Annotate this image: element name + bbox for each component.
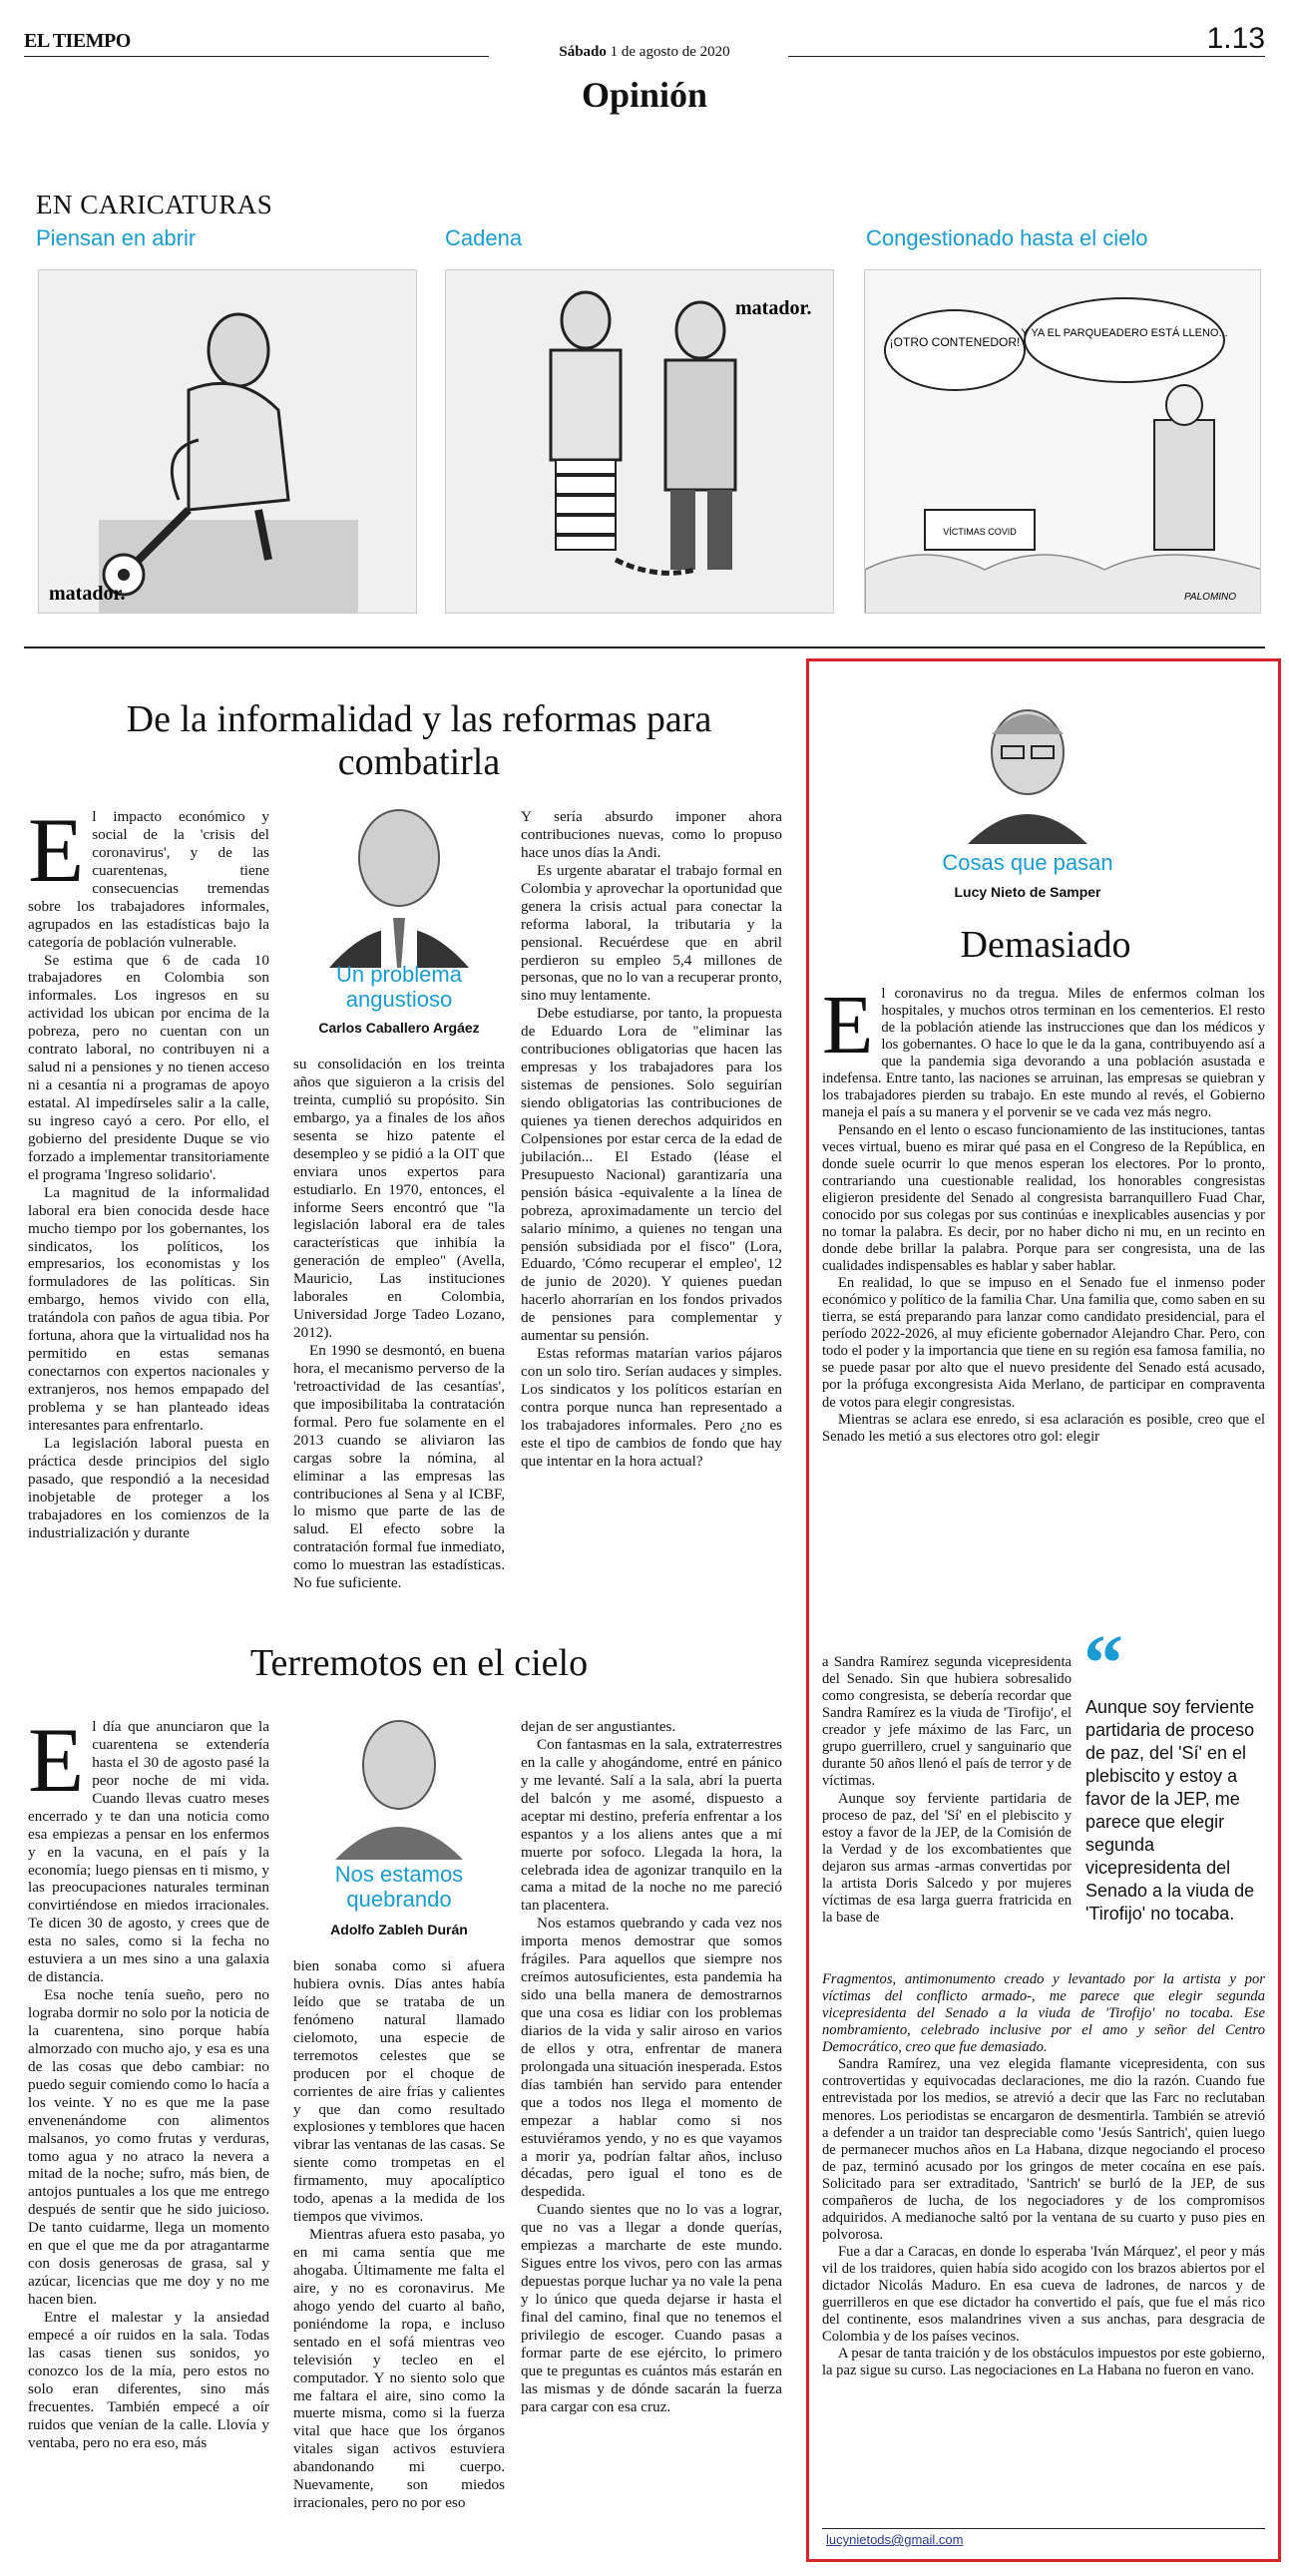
article1-col2-p1: su consolidación en los treinta años que siguieron a la crisis del treinta, cumplió su propósito. Sin embargo, ya a finales de los años sesenta se hizo patente el desempleo y se pidió a la OIT que enviara unos expertos para estudiarlo. En 1970, entonces, el informe Seers encontró que "la legislación laboral era de tales características que inhibía la generación de empleo" (Avella, Mauricio, Las instituciones laborales en Colombia, Universidad Jorge Tadeo Lozano, 2012). bbox=[293, 1056, 505, 1342]
article1-col1 bbox=[28, 799, 269, 1541]
author-email-link[interactable]: lucynietods@gmail.com bbox=[826, 2532, 964, 2547]
article3-dropcap: E bbox=[822, 979, 874, 1072]
article1-title: De la informalidad y las reformas para combatirla bbox=[126, 698, 712, 783]
cartoon-signature-3: PALOMINO bbox=[1184, 592, 1237, 603]
avatar bbox=[958, 694, 1097, 844]
article2-col2-p1: bien sonaba como si afuera hubiera ovnis. Días antes había leído que se trataba de un fenómeno natural llamado cielomoto, una especie de terremotos celestes que se producen por el choque de corrientes de aire frías y calientes y que dan como resultado explosiones y temblores que hacen vibrar las ventanas de las casas. Se siente como trompetas en el firmamento, muy apocalíptico todo, apenas a la medida de los tiempos que vivimos. bbox=[293, 1957, 505, 2226]
avatar bbox=[299, 1710, 499, 1860]
article3-title: Demasiado bbox=[960, 924, 1131, 966]
cartoon-sign: VÍCTIMAS COVID bbox=[943, 527, 1017, 537]
article2-col1-p3: Entre el malestar y la ansiedad empecé a oír ruidos en la sala. Todas las casas tienen sus sonidos, yo conozco los de la mía, pero estos no solo eran diferentes, sino más frecuentes. También empecé a oír ruidos que venían de la calle. Llovía y ventaba, pero no era eso, más bbox=[28, 2308, 269, 2451]
section-title: Opinión bbox=[581, 75, 708, 115]
article3-author-photo bbox=[958, 694, 1097, 844]
issue-date: Sábado 1 de agosto de 2020 bbox=[559, 44, 730, 60]
article2-author-photo bbox=[299, 1710, 499, 1860]
article1-author: Carlos Caballero Argáez bbox=[318, 1020, 480, 1036]
article1-col2-p2: En 1990 se desmontó, en buena hora, el mecanismo perverso de la 'retroactividad de las cesantías', que imposibilitaba la contratación formal. Pero fue solamente en el 2013 cuando se aliviaron las cargas sobre la nómina, al eliminar a las empresas las contribuciones al Sena y al ICBF, lo mismo que parte de las de salud. El efecto sobre la contratación formal fue inmediato, como lo muestran las estadísticas. No fue suficiente. bbox=[293, 1342, 505, 1592]
article3-p9: Fue a dar a Caracas, en donde lo esperaba 'Iván Márquez', el peor y más vil de los traidores, quien había sido acogido con los brazos abiertos por el dictador Nicolás Maduro. En esa cueva de ladrones, de narcos y de guerrilleros en que ese dictador ha convertido el país, que fue el más rico del continente, esos malandrines viven a sus anchas, para desgracia de Colombia y de los países vecinos. bbox=[822, 2244, 1265, 2346]
cartoon-title-2: Cadena bbox=[445, 225, 523, 250]
article3-body-top bbox=[822, 979, 1265, 1446]
cartoon-heaven bbox=[864, 269, 1261, 614]
cartoon-signature-1: matador. bbox=[49, 583, 126, 605]
article3-body-bottom bbox=[822, 1971, 1265, 2380]
newspaper-logo: EL TIEMPO bbox=[24, 30, 131, 52]
cartoon-thinker-illustration bbox=[39, 270, 417, 614]
avatar bbox=[289, 798, 509, 968]
article1-column-name: Un problema angustioso bbox=[336, 962, 462, 1013]
article2-col1-p2: Esa noche tenía sueño, pero no lograba dormir no solo por la noticia de la cuarentena, sino porque había almorzado con mucho ajo, y esa es una de las cosas que debo cambiar: no puedo seguir comiendo como lo hacía a los veinte. Y no es que me la pase envenenándome con alimentos malsanos, yo como frutas y verduras, tomo agua y no atraco la nevera a mitad de la noche; sufro, más bien, de antojos puntuales a los que me entrego después de sentir que he sido juicioso. De tanto cuidarme, llega un momento en que el que me da por atragantarme con dosis generosas de grasa, sal y azúcar, licencias que me doy y no me hacen bien. bbox=[28, 1986, 269, 2308]
article3-p7: Fragmentos, antimonumento creado y levantado por la artista y por víctimas del conflicto armado-, me parece que elegir segunda vicepresidenta del Senado a la viuda de 'Tirofijo' no tocaba. Ese nombramiento, celebrado inclusive por el amo y señor del Centro Democrático, creo que fue demasiado. bbox=[822, 1971, 1265, 2056]
article2-column-name: Nos estamos quebrando bbox=[334, 1862, 464, 1913]
article2-col3 bbox=[521, 1718, 782, 2416]
article1-col1-p1: El impacto económico y social de la 'crisis del coronavirus', y de las cuarentenas, tiene consecuencias tremendas sobre los trabajadores informales, agrupados en las estadísticas bajo la categoría de población vulnerable. bbox=[28, 799, 269, 951]
article3-p3: En realidad, lo que se impuso en el Senado fue el inmenso poder económico y político de la familia Char. Una familia que, como saben en su tierra, se está preparando para lanzar como candidato presidencial, para el período 2022-2026, al muy eficiente gobernador Alejandro Char. Pero, con todo el poder y la importancia que tiene en su región esa famosa familia, no se puede pasar por alto que el nuevo presidente del Senado está acusado, por la prófuga excongresista Aida Merlano, de participar en compraventa de votos para elegir congresistas. bbox=[822, 1275, 1265, 1411]
article1-author-photo bbox=[289, 798, 509, 968]
article3-author: Lucy Nieto de Samper bbox=[954, 884, 1101, 900]
article3-p10: A pesar de tanta traición y de los obstáculos impuestos por este gobierno, la paz sigue su curso. Las negociaciones en La Habana no fueron en vano. bbox=[822, 2346, 1265, 2379]
article3-column-name: Cosas que pasan bbox=[942, 850, 1113, 875]
page-number: 1.13 bbox=[1206, 22, 1265, 55]
article2-col2 bbox=[293, 1957, 505, 2512]
article3-body-mid bbox=[822, 1654, 1072, 1927]
article2-col3-p4: Cuando sientes que no lo vas a lograr, que no vas a llegar a donde querías, empiezas a marcharte de este mundo. Sigues entre los vivos, pero con las armas depuestas porque luchar ya no vale la pena y lo único que queda dejarse ir hasta el final del camino, final que no tenemos el privilegio de escoger. Cuando pasas a formar parte de ese ejército, lo primero que te preguntas es cuántos más estarán en las mismas y de dónde sacarán la fuerza para cargar con esa cruz. bbox=[521, 2201, 782, 2415]
article3-p1: El coronavirus no da tregua. Miles de enfermos colman los hospitales, y muchos otros terminan en los cementerios. El resto de la población atiende las instrucciones que dan los médicos y los gobernantes. O hace lo que le da la gana, contribuyendo así a que la pandemia siga devorando a una población asustada e indefensa. Entre tanto, las naciones se arruinan, las empresas se quiebran y los trabajadores pierden su trabajo. En este mundo al revés, el Gobierno maneja el país a su manera y el porvenir se ve cada vez más negro. bbox=[822, 979, 1265, 1121]
quote-icon: “ bbox=[1083, 1620, 1123, 1708]
cartoon-title-3: Congestionado hasta el cielo bbox=[866, 225, 1148, 250]
article1-col3-p2: Es urgente abaratar el trabajo formal en Colombia y aprovechar la oportunidad que genera la crisis actual para conectar la reforma laboral, la tributaria y la pensional. Recuérdese que en abril perdieron su empleo 5,4 millones de personas, que no lo van a recuperar pronto, sino muy lentamente. bbox=[521, 861, 782, 1005]
cartoon-chain bbox=[445, 269, 834, 614]
article2-title: Terremotos en el cielo bbox=[249, 1642, 589, 1684]
article1-col1-p4: La legislación laboral puesta en práctica desde principios del siglo pasado, que respondió a la necesidad inobjetable de proteger a los trabajadores en los comienzos de la industrialización y durante bbox=[28, 1434, 269, 1541]
article2-col3-p3: Nos estamos quebrando y cada vez nos importa menos demostrar que somos frágiles. Para aquellos que siempre nos creímos autosuficientes, esta pandemia ha sido una bella manera de demostrarnos que una cosa es lidiar con los problemas diarios de la vida y salir airoso en varios de ellos y otra, enfrentar de manera prolongada una situación inesperada. Estos días también han servido para entender que a todos nos llega el momento de empezar a hablar como si nos estuviéramos yendo, y no es que vayamos a morir ya, podrían faltar años, incluso décadas, pero igual el tono es de despedida. bbox=[521, 1915, 782, 2201]
email-rule bbox=[822, 2528, 1265, 2529]
article1-col3 bbox=[521, 808, 782, 1471]
article3-p4: Mientras se aclara ese enredo, si esa aclaración es posible, creo que el Senado les metió a sus electores otro gol: elegir bbox=[822, 1411, 1265, 1445]
article3-p6: Aunque soy ferviente partidaria de proceso de paz, del 'Sí' en el plebiscito y estoy a favor de la JEP, de la Comisión de la Verdad y de los excombatientes que dejaron sus armas -armas convertidas por la artista Doris Salcedo y por mujeres víctimas de esa larga guerra fratricida en la base de bbox=[822, 1790, 1072, 1926]
article2-dropcap: E bbox=[28, 1709, 85, 1811]
cartoons-heading: EN CARICATURAS bbox=[36, 190, 273, 219]
cartoons-separator bbox=[24, 646, 1265, 648]
article2-author: Adolfo Zableh Durán bbox=[330, 1922, 468, 1937]
cartoon-bubble-2: Y YA EL PARQUEADERO ESTÁ LLENO... bbox=[1021, 327, 1228, 339]
article2-col2-p2: Mientras afuera esto pasaba, yo en mi cama sentía que me ahogaba. Últimamente me falta el aire, y no es coronavirus. Me ahogo yendo del cuarto al baño, poniéndome la ropa, e incluso sentado en el sofá mientras veo televisión y tecleo en el computador. Y no siento solo que me faltara el aire, sino como la muerte misma, como si la fuerza vital que hace que los órganos vitales sigan activos estuviera abandonando mi cuerpo. Nuevamente, son miedos irracionales, pero no por eso bbox=[293, 2226, 505, 2512]
article3-p8: Sandra Ramírez, una vez elegida flamante vicepresidenta, con sus controvertidas y equivocadas declaraciones, me dio la razón. Cuando fue entrevistada por los medios, se atrevió a decir que las Farc no reclutaban menores. Los periodistas se encargaron de desmentirla. También se atrevió a defender a un traidor tan despreciable como 'Jesús Santrich', quien luego de permanecer muchos años en La Habana, dizque negociando el proceso de paz, terminó acusado por los gringos de meter cocaína en ese país. Solicitado para ser extraditado, 'Santrich' se burló de la JEP, de sus compañeros de lucha, de los negociadores y de los compromisos adquiridos. A medianoche saltó por la ventana de su cuarto y puso pies en polvorosa. bbox=[822, 2056, 1265, 2243]
article1-col3-p3: Debe estudiarse, por tanto, la propuesta de Eduardo Lora de "eliminar las contribuciones obligatorias que hacen las empresas y los trabajadores para los sistemas de pensiones. Solo seguirían siendo obligatorias las contribuciones de quienes ya tienen derechos adquiridos en Colpensiones por estar cerca de la edad de jubilación... El Estado (léase el Presupuesto Nacional) garantizaría una pensión básica -equivalente a la línea de pobreza, aproximadamente un tercio del salario mínimo, a quienes no tengan una pensión subsidiada por el fisco" (Lora, Eduardo, 'Cómo recuperar el empleo', 12 de junio de 2020). Y quienes puedan hacerlo ahorrarían en los fondos privados de pensiones para complementar y aumentar su pensión. bbox=[521, 1005, 782, 1345]
article2-col3-p1: dejan de ser angustiantes. bbox=[521, 1718, 676, 1735]
article1-col1-p2: Se estima que 6 de cada 10 trabajadores en Colombia son informales. Los ingresos en su actividad los ubican por encima de la pobreza, pero no cuentan con un contrato laboral, no contribuyen ni a salud ni a pensiones y no tienen acceso ni a cesantía ni a programas de apoyo estatal. Al impedírseles salir a la calle, su ingreso cayó a cero. Por ello, el gobierno del presidente Duque se vio forzado a implementar transitoriamente el programa 'Ingreso solidario'. bbox=[28, 951, 269, 1183]
article1-col3-p1: Y sería absurdo imponer ahora contribuciones nuevas, como lo propuso hace unos días la Andi. bbox=[521, 808, 782, 861]
article3-p2: Pensando en el lento o escaso funcionamiento de las instituciones, tantas veces virtual, bueno es mirar qué pasa en el Congreso de la República, en donde suele ocurrir lo que menos esperan los electores. Por lo pronto, contrariando una cuestionable realidad, los honorables congresistas eligieron presidente del Senado al congresista barranquillero Fuad Char, conocido por sus colegas por sus continúas e inexplicables ausencias y por no tomar la palabra. Es decir, por no haber dicho ni mu, en un recinto en donde debe brillar la palabra. Porque para ser congresista, una de las cualidades indispensables es hablar y saber hablar. bbox=[822, 1121, 1265, 1274]
article1-col1-p3: La magnitud de la informalidad laboral era bien conocida desde hace mucho tiempo por los gobernantes, los sindicatos, los políticos, los empresarios, los economistas y los formuladores de las políticas. Sin embargo, hemos vivido con ella, tratándola con paños de agua tibia. Por fortuna, ahora que la virtualidad nos ha permitido en estas semanas conectarnos con expertos nacionales y extranjeros, nos hemos empapado del problema y se han planteado ideas interesantes para enfrentarlo. bbox=[28, 1183, 269, 1434]
article2-col3-p2: Con fantasmas en la sala, extraterrestres en la calle y ahogándome, entré en pánico y me levanté. Salí a la sala, abrí la puerta del balcón y me asomé, dispuesto a aceptar mi destino, prefería enfrentar a los espantos y a los aliens antes que a mí muerte por sofoco. Llegada la hora, la celebrada idea de agonizar tranquilo en la cama a mitad de la noche no me pareció tan placentera. bbox=[521, 1735, 782, 1915]
article3-p5: a Sandra Ramírez segunda vicepresidenta del Senado. Sin que hubiera sobresalido como congresista, se debería recordar que Sandra Ramírez es la viuda de 'Tirofijo', el creador y jefe máximo de las Farc, un grupo guerrillero, cruel y sanguinario que durante 50 años llenó el país de terror y de víctimas. bbox=[822, 1654, 1072, 1790]
article2-col1 bbox=[28, 1709, 269, 2451]
cartoon-bubble-1: ¡OTRO CONTENEDOR! bbox=[889, 335, 1021, 349]
cartoon-title-1: Piensan en abrir bbox=[36, 225, 197, 250]
article2-col1-p1: El día que anunciaron que la cuarentena se extendería hasta el 30 de agosto pasé la peor noche de mi vida. Cuando llevas cuatro meses encerrado y te dan una noticia como esa empiezas a pensar en los enfermos y en la vacuna, en el país y la economía; luego piensas en ti mismo, y las preocupaciones naturales terminan convirtiéndose en miedos irracionales. Te dicen 30 de agosto, y crees que de esta no sales, como si la fecha no estuviera a un mes sino a una galaxia de distancia. bbox=[28, 1709, 269, 1986]
article1-col2 bbox=[293, 1056, 505, 1592]
cartoon-chain-illustration bbox=[446, 270, 834, 614]
pull-quote: Aunque soy ferviente partidaria de proceso de paz, del 'Sí' en el plebiscito y estoy a favor de la JEP, me parece que elegir segunda vicepresidenta del Senado a la viuda de 'Tirofijo' no tocaba. bbox=[1085, 1697, 1255, 1925]
cartoon-heaven-illustration bbox=[865, 270, 1261, 614]
article1-col3-p4: Estas reformas matarían varios pájaros con un solo tiro. Serían audaces y simples. Los sindicatos y los políticos estarían en contra porque nunca han representado a los trabajadores informales. Pero ¿no es este el tipo de cambios de fondo que hay que intentar en la hora actual? bbox=[521, 1345, 782, 1470]
cartoon-thinker bbox=[38, 269, 417, 614]
article1-dropcap: E bbox=[28, 799, 85, 901]
cartoon-signature-2: matador. bbox=[735, 297, 812, 319]
